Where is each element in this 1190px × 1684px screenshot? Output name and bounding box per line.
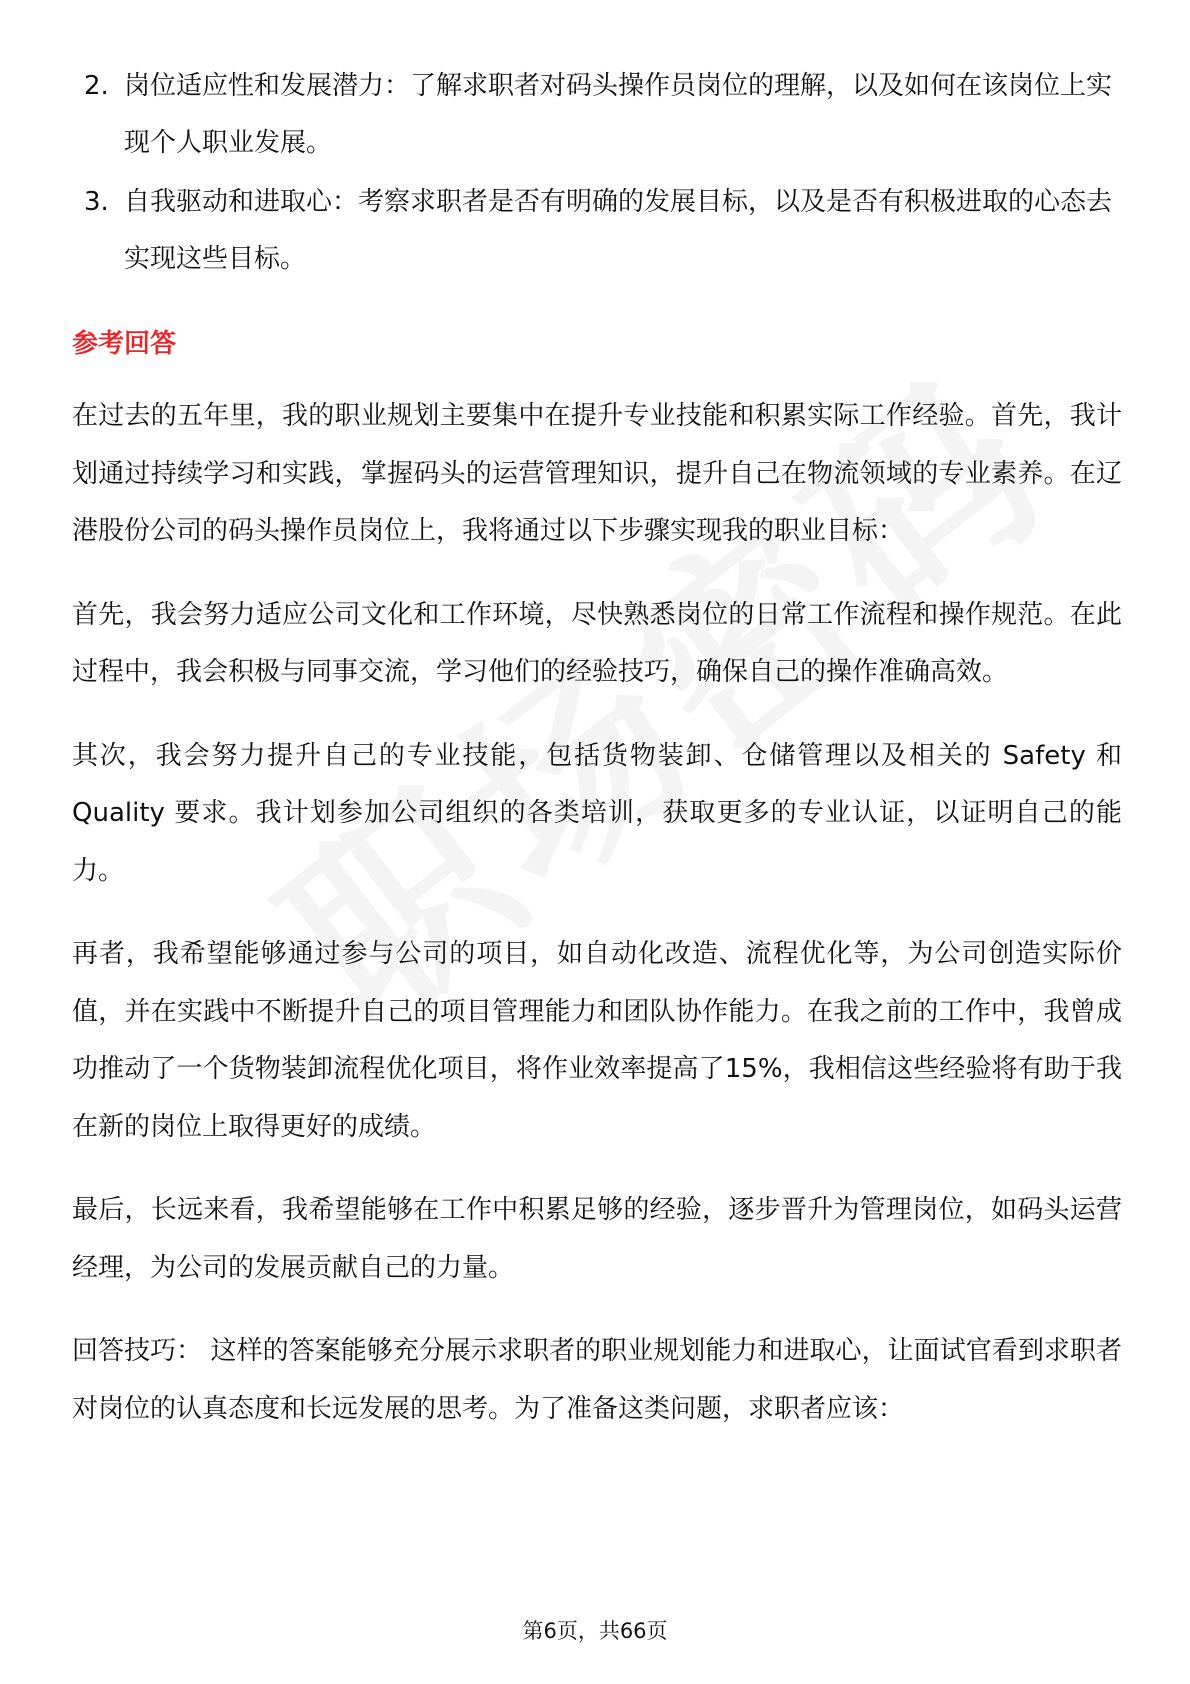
answer-paragraph: 再者，我希望能够通过参与公司的项目，如自动化改造、流程优化等，为公司创造实际价值，并在实践中不断提升自己的项目管理能力和团队协作能力。在我之前的工作中，我曾成功推动了一个货物装卸流程优化项目，将作业效率提高了15%，我相信这些经验将有助于我在新的岗位上取得更好的成绩。 xyxy=(72,939,1122,1142)
section-title: 参考回答 xyxy=(72,329,177,359)
page-content xyxy=(72,58,1122,1464)
answer-paragraph: 首先，我会努力适应公司文化和工作环境，尽快熟悉岗位的日常工作流程和操作规范。在此过程中，我会积极与同事交流，学习他们的经验技巧，确保自己的操作准确高效。 xyxy=(72,599,1122,687)
list-item-number: 2. xyxy=(84,71,109,101)
answer-paragraph: 其次，我会努力提升自己的专业技能，包括货物装卸、仓储管理以及相关的 Safety 和 Quality 要求。我计划参加公司组织的各类培训，获取更多的专业认证，以证明自己的能力。 xyxy=(72,740,1122,886)
list-item xyxy=(72,58,1122,172)
answer-tips-paragraph: 回答技巧： 这样的答案能够充分展示求职者的职业规划能力和进取心，让面试官看到求职者对岗位的认真态度和长远发展的思考。为了准备这类问题，求职者应该： xyxy=(72,1336,1122,1424)
list-item-text: 岗位适应性和发展潜力：了解求职者对码头操作员岗位的理解，以及如何在该岗位上实现个人职业发展。 xyxy=(124,71,1113,158)
answer-paragraph: 在过去的五年里，我的职业规划主要集中在提升专业技能和积累实际工作经验。首先，我计划通过持续学习和实践，掌握码头的运营管理知识，提升自己在物流领域的专业素养。在辽港股份公司的码头操作员岗位上，我将通过以下步骤实现我的职业目标： xyxy=(72,401,1122,546)
list-item-number: 3. xyxy=(84,187,109,217)
evaluation-criteria-list xyxy=(72,58,1122,288)
list-item-text: 自我驱动和进取心：考察求职者是否有明确的发展目标，以及是否有积极进取的心态去实现这些目标。 xyxy=(124,187,1113,274)
list-item xyxy=(72,174,1122,288)
page-number: 第6页，共66页 xyxy=(522,1619,668,1643)
answer-paragraph: 最后，长远来看，我希望能够在工作中积累足够的经验，逐步晋升为管理岗位，如码头运营经理，为公司的发展贡献自己的力量。 xyxy=(72,1195,1122,1283)
